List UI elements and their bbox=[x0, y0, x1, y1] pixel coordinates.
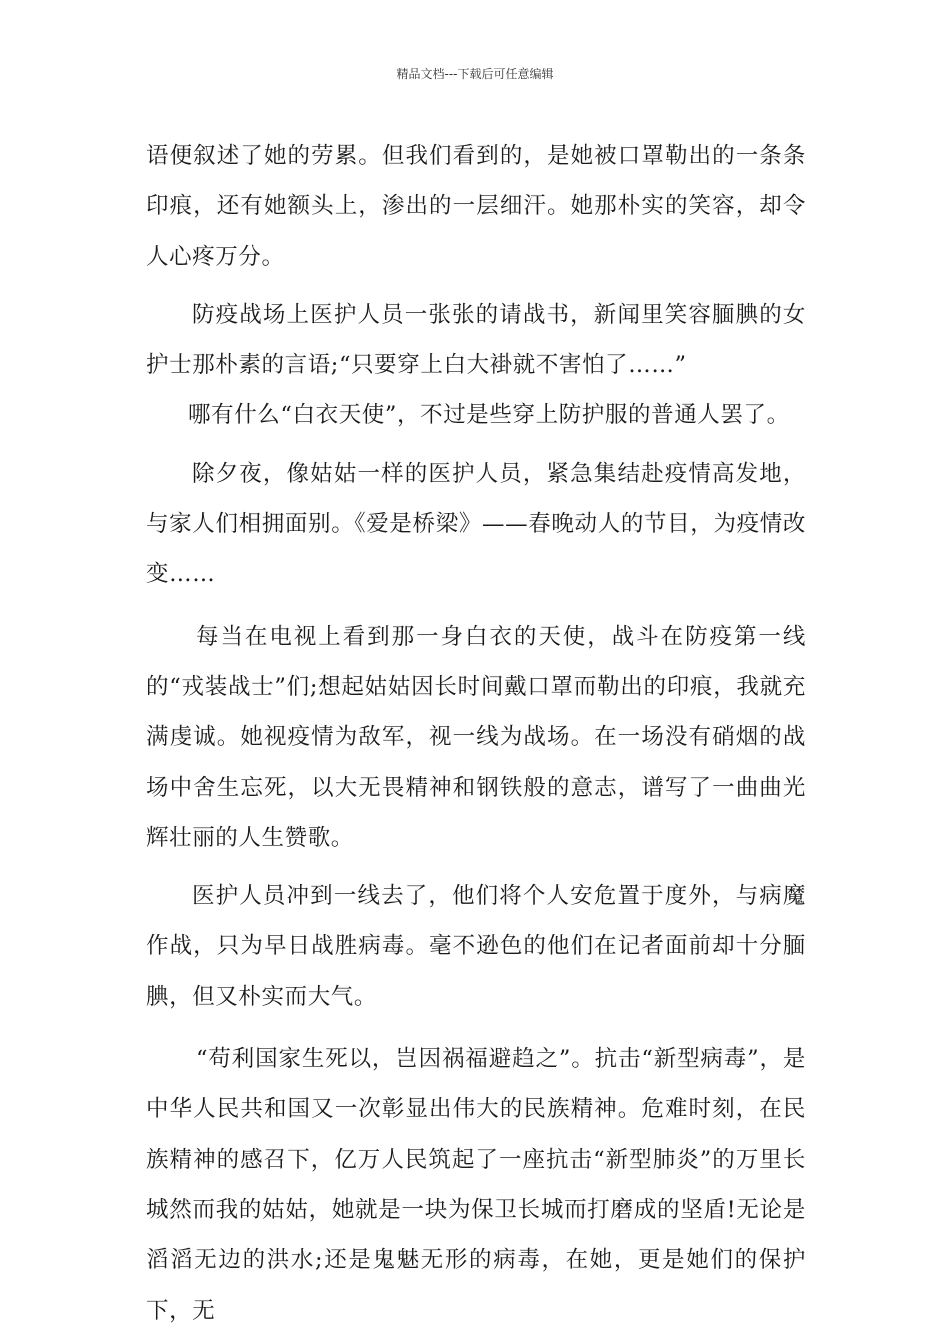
paragraph-3: 哪有什么“白衣天使”，不过是些穿上防护服的普通人罢了。 bbox=[188, 402, 790, 429]
paragraph-1: 语便叙述了她的劳累。但我们看到的，是她被口罩勒出的一条条印痕，还有她额头上，渗出的一层细汗。她那朴实的笑容，却令人心疼万分。 bbox=[146, 143, 806, 270]
paragraph-6: 医护人员冲到一线去了，他们将个人安危置于度外，与病魔作战，只为早日战胜病毒。毫不逊色的他们在记者面前却十分腼腆，但又朴实而大气。 bbox=[146, 883, 806, 1010]
paragraph-4: 除夕夜，像姑姑一样的医护人员，紧急集结赴疫情高发地，与家人们相拥面别。《爱是桥梁》——春晚动人的节目，为疫情改变…… bbox=[146, 460, 806, 588]
page-header: 精品文档---下载后可任意编辑 bbox=[396, 67, 554, 81]
paragraph-2: 防疫战场上医护人员一张张的请战书，新闻里笑容腼腆的女护士那朴素的言语;“只要穿上白大褂就不害怕了……” bbox=[146, 301, 806, 379]
document-body bbox=[146, 131, 806, 1336]
paragraph-5: 每当在电视上看到那一身白衣的天使，战斗在防疫第一线的“戎装战士”们;想起姑姑因长时间戴口罩而勒出的印痕，我就充满虔诚。她视疫情为敌军，视一线为战场。在一场没有硝烟的战场中舍生忘死，以大无畏精神和钢铁般的意志，谱写了一曲曲光辉壮丽的人生赞歌。 bbox=[146, 623, 806, 851]
paragraph-7: “苟利国家生死以，岂因祸福避趋之”。抗击“新型病毒”，是中华人民共和国又一次彰显出伟大的民族精神。危难时刻，在民族精神的感召下，亿万人民筑起了一座抗击“新型肺炎”的万里长城然而我的姑姑，她就是一块为保卫长城而打磨成的坚盾!无论是滔滔无边的洪水;还是鬼魅无形的病毒，在她，更是她们的保护下，无 bbox=[146, 1046, 806, 1324]
